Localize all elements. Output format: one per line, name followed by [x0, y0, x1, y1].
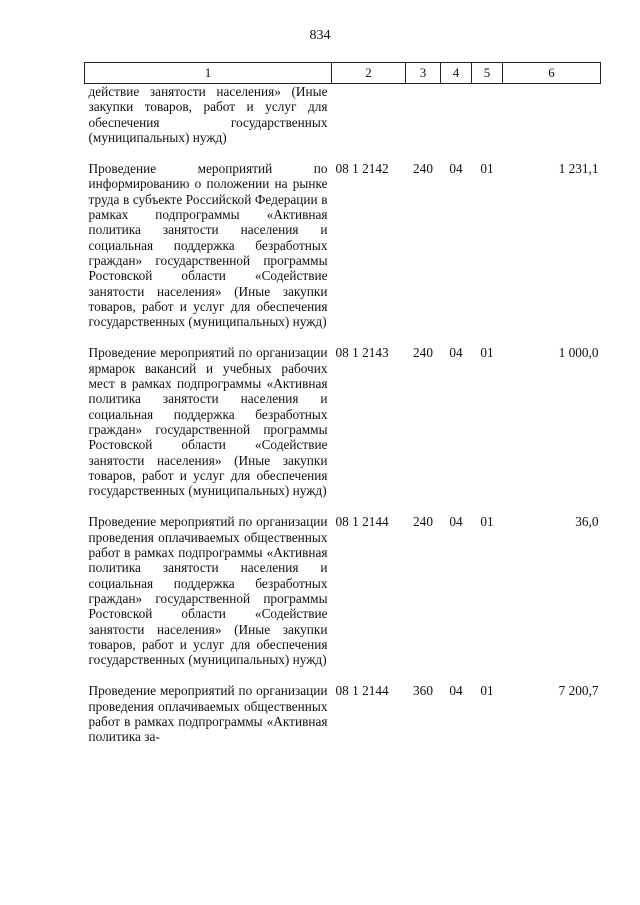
row-description: Проведение мероприятий по организации ярмарок вакансий и учебных рабочих мест в рамках подпрограммы «Активная политика занятости населения и социальная поддержка безработных граждан» государственной программы Ростовской области «Содействие занятости населения» (Иные закупки товаров, работ и услуг для обеспечения государственных (муниципальных) нужд)	[88, 345, 328, 499]
header-col-4: 4	[441, 63, 472, 84]
row-expense-type: 240	[413, 345, 433, 361]
row-subsection: 01	[480, 345, 494, 361]
row-amount: 36,0	[575, 514, 599, 530]
row-amount: 1 231,1	[558, 161, 599, 177]
row-subsection: 01	[480, 514, 494, 530]
page-number: 834	[309, 28, 331, 43]
row-amount: 7 200,7	[558, 683, 599, 699]
continuation-description: действие занятости населения» (Иные закупки товаров, работ и услуг для обеспечения государственных (муниципальных) нужд)	[88, 84, 328, 145]
header-col-3: 3	[406, 63, 441, 84]
row-expense-type: 240	[413, 161, 433, 177]
row-amount: 1 000,0	[558, 345, 599, 361]
budget-table	[84, 62, 601, 761]
header-col-2: 2	[332, 63, 406, 84]
row-section: 04	[449, 514, 463, 530]
row-description: Проведение мероприятий по информированию о положении на рынке труда в субъекте Российской Федерации в рамках подпрограммы «Активная политика занятости населения и социальная поддержка безработных граждан» государственной программы Ростовской области «Содействие занятости населения» (Иные закупки товаров, работ и услуг для обеспечения государственных (муниципальных) нужд)	[88, 161, 328, 330]
row-section: 04	[449, 161, 463, 177]
table-row	[85, 161, 601, 345]
table-row-continuation	[85, 84, 601, 162]
row-target-code: 08 1 2143	[335, 345, 389, 361]
row-target-code: 08 1 2144	[335, 514, 389, 530]
row-description: Проведение мероприятий по организации проведения оплачиваемых общественных работ в рамках подпрограммы «Активная политика занятости населения и социальная поддержка безработных граждан» государственной программы Ростовской области «Содействие занятости населения» (Иные закупки товаров, работ и услуг для обеспечения государственных (муниципальных) нужд)	[88, 514, 328, 668]
row-subsection: 01	[480, 161, 494, 177]
row-description: Проведение мероприятий по организации проведения оплачиваемых общественных работ в рамках подпрограммы «Активная политика за-	[88, 683, 328, 745]
row-section: 04	[449, 683, 463, 699]
table-row	[85, 514, 601, 683]
row-subsection: 01	[480, 683, 494, 699]
row-expense-type: 240	[413, 514, 433, 530]
header-col-1: 1	[85, 63, 332, 84]
row-target-code: 08 1 2144	[335, 683, 389, 699]
row-target-code: 08 1 2142	[335, 161, 389, 177]
row-expense-type: 360	[413, 683, 433, 699]
row-section: 04	[449, 345, 463, 361]
table-row	[85, 345, 601, 514]
table-row	[85, 683, 601, 760]
table-header-row	[85, 63, 601, 84]
header-col-6: 6	[503, 63, 601, 84]
header-col-5: 5	[472, 63, 503, 84]
